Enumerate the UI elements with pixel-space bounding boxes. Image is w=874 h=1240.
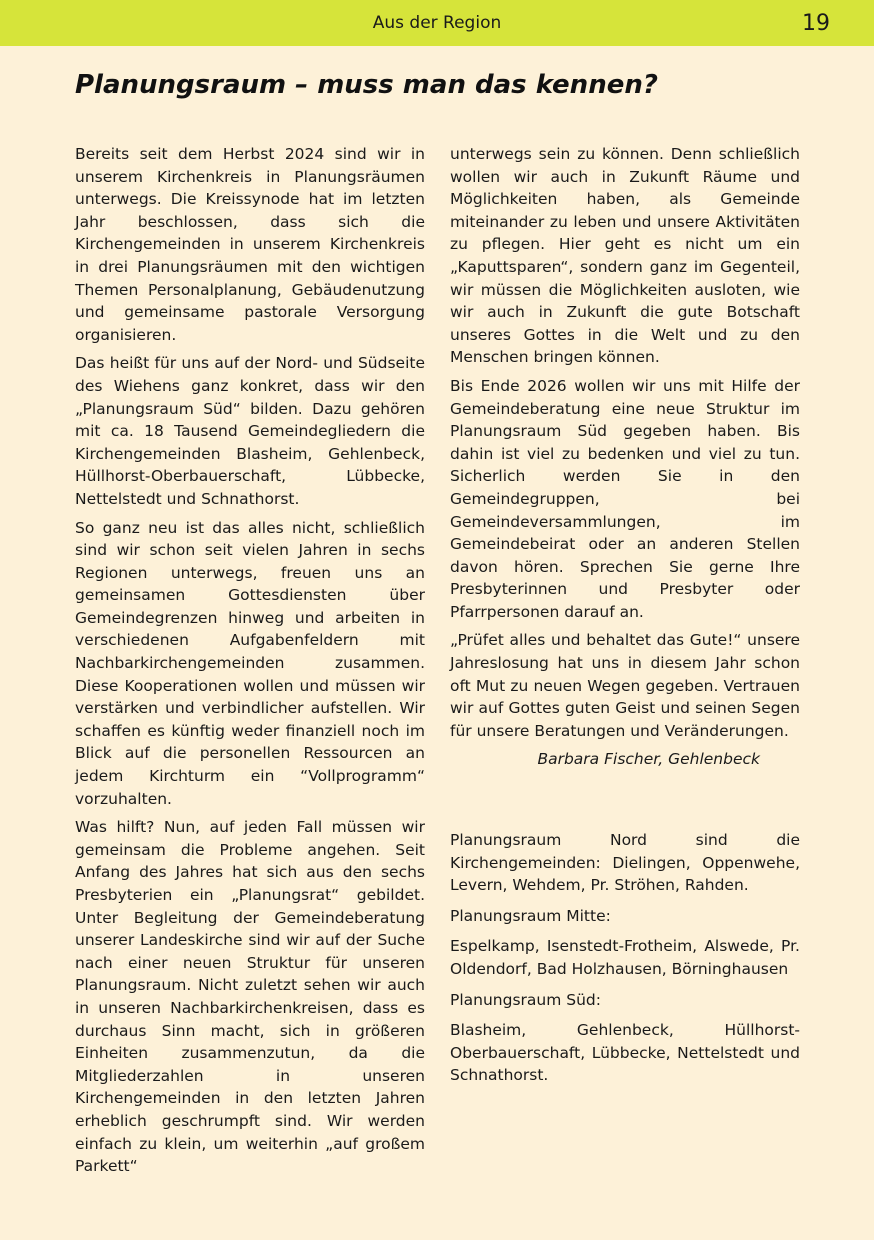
right-column [450,143,800,777]
author-signature: Barbara Fischer, Gehlenbeck [537,750,760,769]
paragraph: „Prüfet alles und behaltet das Gute!“ unsere Jahreslosung hat uns in diesem Jahr schon oft Mut zu neuen Wegen gegeben. Vertrauen wir auf Gottes guten Geist und seinen Segen für unsere Beratungen und Veränderungen. [450,631,800,740]
region-mitte-label: Planungsraum Mitte: [450,906,611,925]
region-nord: Planungsraum Nord sind die Kirchengemeinden: Dielingen, Oppenwehe, Levern, Wehdem, Pr. Ströhen, Rahden. [450,831,800,895]
region-sued: Blasheim, Gehlenbeck, Hüllhorst-Oberbauerschaft, Lübbecke, Nettelstedt und Schnathorst. [450,1021,800,1085]
left-column [75,143,425,1184]
page-number: 19 [802,11,830,36]
paragraph: Bereits seit dem Herbst 2024 sind wir in unserem Kirchenkreis in Planungsräumen unterwegs. Die Kreissynode hat im letzten Jahr beschlossen, dass sich die Kirchengemeinden in unserem Kirchenkreis in drei Planungsräumen mit den wichtigen Themen Personalplanung, Gebäudenutzung und gemeinsame pastorale Versorgung organisieren. [75,145,425,344]
paragraph: Was hilft? Nun, auf jeden Fall müssen wir gemeinsam die Probleme angehen. Seit Anfang des Jahres hat sich aus den sechs Presbyterien ein „Planungsrat“ gebildet. Unter Begleitung der Gemeindeberatung unserer Landeskirche sind wir auf der Suche nach einer neuen Struktur für unseren Planungsraum. Nicht zuletzt sehen wir auch in unseren Nachbarkirchenkreisen, dass es durchaus Sinn macht, sich in größeren Einheiten zusammenzutun, da die Mitgliederzahlen in unseren Kirchengemeinden in den letzten Jahren erheblich geschrumpft sind. Wir werden einfach zu klein, um weiterhin „auf großem Parkett“ [75,818,425,1176]
paragraph: unterwegs sein zu können. Denn schließlich wollen wir auch in Zukunft Räume und Möglichkeiten haben, als Gemeinde miteinander zu leben und unsere Aktivitäten zu pflegen. Hier geht es nicht um ein „Kaputtsparen“, sondern ganz im Gegenteil, wir müssen die Möglichkeiten ausloten, wie wir auch in Zukunft die gute Botschaft unseres Gottes in die Welt und zu den Menschen bringen können. [450,145,800,367]
planning-regions-box [450,829,800,1095]
article-title: Planungsraum – muss man das kennen? [75,70,658,100]
section-title: Aus der Region [372,13,502,33]
paragraph: So ganz neu ist das alles nicht, schließlich sind wir schon seit vielen Jahren in sechs Regionen unterwegs, freuen uns an gemeinsamen Gottesdiensten über Gemeindegrenzen hinweg und arbeiten in verschiedenen Aufgabenfeldern mit Nachbarkirchengemeinden zusammen. Diese Kooperationen wollen und müssen wir verstärken und verbindlicher aufstellen. Wir schaffen es künftig weder finanziell noch im Blick auf die personellen Ressourcen an jedem Kirchturm ein “Vollprogramm“ vorzuhalten. [75,518,425,808]
region-sued-label: Planungsraum Süd: [450,990,601,1009]
paragraph: Das heißt für uns auf der Nord- und Südseite des Wiehens ganz konkret, dass wir den „Planungsraum Süd“ bilden. Dazu gehören mit ca. 18 Tausend Gemeindegliedern die Kirchengemeinden Blasheim, Gehlenbeck, Hüllhorst-Oberbauerschaft, Lübbecke, Nettelstedt und Schnathorst. [75,354,425,508]
region-mitte: Espelkamp, Isenstedt-Frotheim, Alswede, Pr. Oldendorf, Bad Holzhausen, Börninghausen [450,937,800,978]
page-header [0,0,874,46]
paragraph: Bis Ende 2026 wollen wir uns mit Hilfe der Gemeindeberatung eine neue Struktur im Planungsraum Süd gegeben haben. Bis dahin ist viel zu bedenken und viel zu tun. Sicherlich werden Sie in den Gemeindegruppen, bei Gemeindeversammlungen, im Gemeindebeirat oder an anderen Stellen davon hören. Sprechen Sie gerne Ihre Presbyterinnen und Presbyter oder Pfarrpersonen darauf an. [450,376,800,621]
